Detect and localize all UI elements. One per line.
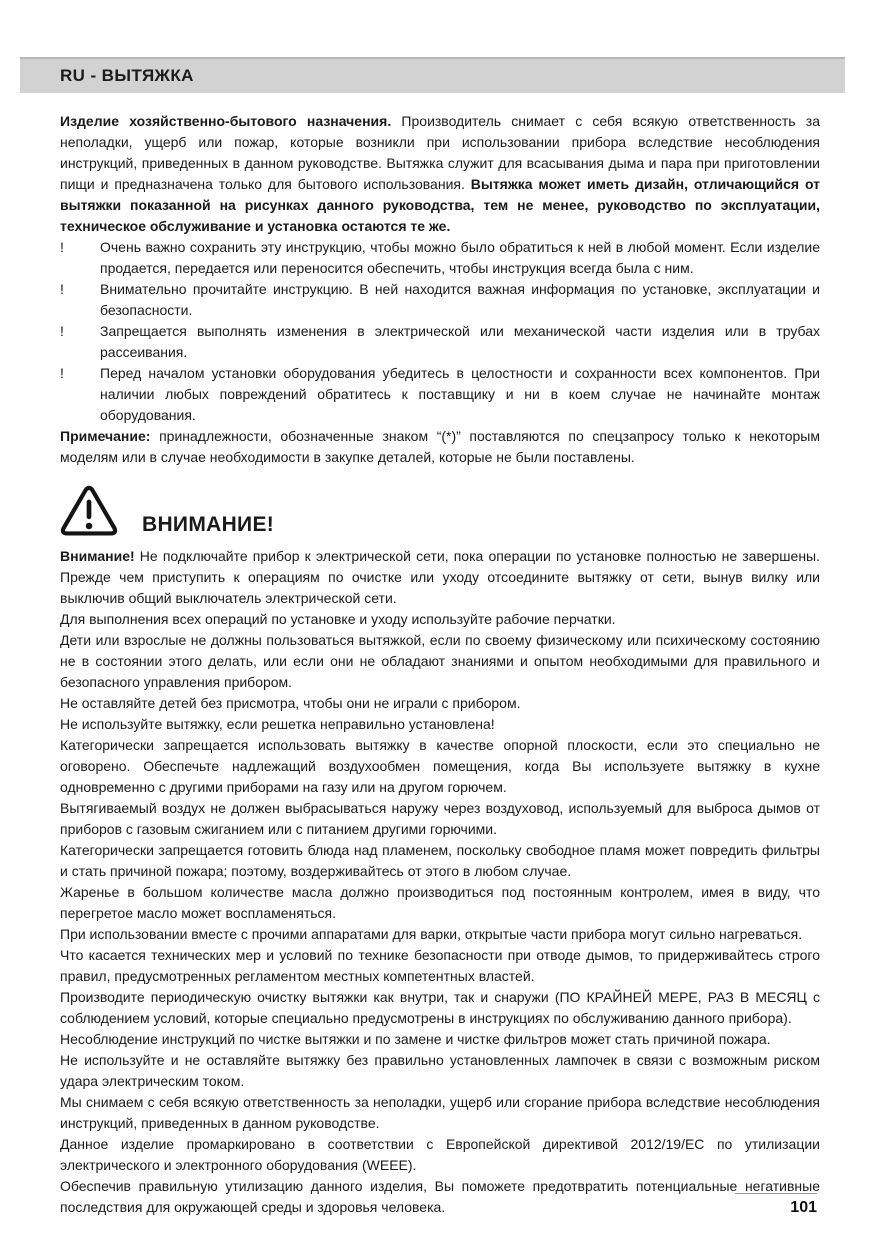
- notice-item: [60, 237, 820, 279]
- warning-intro-bold: Внимание!: [60, 548, 135, 564]
- notice-item: [60, 363, 820, 426]
- page-footer: [735, 1193, 817, 1217]
- body-paragraph: Не используйте вытяжку, если решетка неправильно установлена!: [60, 716, 495, 732]
- body-paragraph: Категорически запрещается использовать вытяжку в качестве опорной плоскости, если это специально не оговорено. Обеспечьте надлежащий воздухообмен помещения, когда Вы используете вытяжку в кухне одновременно с другими приборами на газу или на другом горючем.: [60, 737, 820, 795]
- note-label: Примечание:: [60, 428, 151, 444]
- intro-body-text: Производитель снимает с себя всякую ответственность за неполадки, ущерб или пожар, которые возникли при использовании прибора вследствие несоблюдения инструкций, приведенных в данном руководстве. Вытяжка служит для всасывания дыма и пара при приготовлении пищи и предназначена только для бытового использования.: [60, 113, 820, 192]
- notice-item: [60, 279, 820, 321]
- bullet-marker: !: [60, 281, 64, 297]
- section-header-bar: [20, 57, 845, 93]
- bullet-text: Внимательно прочитайте инструкцию. В ней находится важная информация по установке, эксплуатации и безопасности.: [100, 281, 820, 318]
- body-paragraph: Несоблюдение инструкций по чистке вытяжки и по замене и чистке фильтров может стать причиной пожара.: [60, 1031, 771, 1047]
- body-paragraph: Категорически запрещается готовить блюда над пламенем, поскольку свободное пламя может повредить фильтры и стать причиной пожара; поэтому, воздерживайтесь от этого в любом случае.: [60, 842, 820, 879]
- warning-intro-text: Не подключайте прибор к электрической сети, пока операции по установке полностью не завершены. Прежде чем приступить к операциям по очистке или уходу отсоедините вытяжку от сети, вынув вилку или выключив общий выключатель электрической сети.: [60, 548, 820, 606]
- bullet-text: Запрещается выполнять изменения в электрической или механической части изделия или в трубах рассеивания.: [100, 323, 820, 360]
- body-paragraph: При использовании вместе с прочими аппаратами для варки, открытые части прибора могут сильно нагреваться.: [60, 926, 803, 942]
- note-text: принадлежности, обозначенные знаком “(*)” поставляются по спецзапросу только к некоторым моделям или в случае необходимости в закупке деталей, которые не были поставлены.: [60, 428, 820, 465]
- bullet-text: Перед началом установки оборудования убедитесь в целостности и сохранности всех компонентов. При наличии любых повреждений обратитесь к поставщику и ни в коем случае не начинайте монтаж оборудования.: [100, 365, 820, 423]
- body-paragraph: Жаренье в большом количестве масла должно производиться под постоянным контролем, имея в виду, что перегретое масло может воспламеняться.: [60, 884, 820, 921]
- section-title: RU - ВЫТЯЖКА: [60, 66, 194, 85]
- body-paragraph: Для выполнения всех операций по установке и уходу используйте рабочие перчатки.: [60, 611, 616, 627]
- body-paragraph: Обеспечив правильную утилизацию данного изделия, Вы поможете предотвратить потенциальные негативные последствия для окружающей среды и здоровья человека.: [60, 1178, 820, 1215]
- warning-heading: ВНИМАНИЕ!: [142, 513, 275, 536]
- note-paragraph: [60, 426, 820, 468]
- bullet-marker: !: [60, 239, 64, 255]
- body-paragraph: Не оставляйте детей без присмотра, чтобы они не играли с прибором.: [60, 695, 521, 711]
- body-paragraph: Что касается технических мер и условий по технике безопасности при отводе дымов, то придерживайтесь строго правил, предусмотренных регламентом местных компетентных властей.: [60, 947, 820, 984]
- bullet-marker: !: [60, 323, 64, 339]
- warning-triangle-icon: [60, 484, 118, 538]
- page-content: [60, 111, 820, 1218]
- page-number: 101: [790, 1199, 817, 1216]
- body-paragraph: Данное изделие промаркировано в соответствии с Европейской директивой 2012/19/EC по утилизации электрического и электронного оборудования (WEEE).: [60, 1136, 820, 1173]
- footer-rule: [735, 1193, 817, 1194]
- body-paragraph: Вытягиваемый воздух не должен выбрасываться наружу через воздуховод, используемый для выброса дымов от приборов с газовым сжиганием или с питанием другими горючими.: [60, 800, 820, 837]
- bullet-text: Очень важно сохранить эту инструкцию, чтобы можно было обратиться к ней в любой момент. Если изделие продается, передается или переносится обеспечить, чтобы инструкция всегда была с ним.: [100, 239, 820, 276]
- bullet-marker: !: [60, 365, 64, 381]
- intro-paragraph: [60, 111, 820, 237]
- intro-tail-bold: Вытяжка может иметь дизайн, отличающийся от вытяжки показанной на рисунках данного руководства, тем не менее, руководство по эксплуатации, техническое обслуживание и установка остаются те же.: [60, 176, 821, 234]
- warning-intro-paragraph: [60, 546, 820, 609]
- body-paragraph: Мы снимаем с себя всякую ответственность за неполадки, ущерб или сгорание прибора вследствие несоблюдения инструкций, приведенных в данном руководстве.: [60, 1094, 820, 1131]
- warning-header: [60, 484, 820, 538]
- body-paragraph: Не используйте и не оставляйте вытяжку без правильно установленных лампочек в связи с возможным риском удара электрическим током.: [60, 1052, 820, 1089]
- notice-item: [60, 321, 820, 363]
- body-paragraph: Дети или взрослые не должны пользоваться вытяжкой, если по своему физическому или психическому состоянию не в состоянии этого делать, или если они не обладают знаниями и опытом необходимыми для правильного и безопасного управления прибором.: [60, 632, 820, 690]
- intro-lead-bold: Изделие хозяйственно-бытового назначения.: [60, 113, 392, 129]
- body-paragraph: Производите периодическую очистку вытяжки как внутри, так и снаружи (ПО КРАЙНЕЙ МЕРЕ, РАЗ В МЕСЯЦ с соблюдением условий, которые специально предусмотрены в инструкциях по обслуживанию данного прибора).: [60, 989, 820, 1026]
